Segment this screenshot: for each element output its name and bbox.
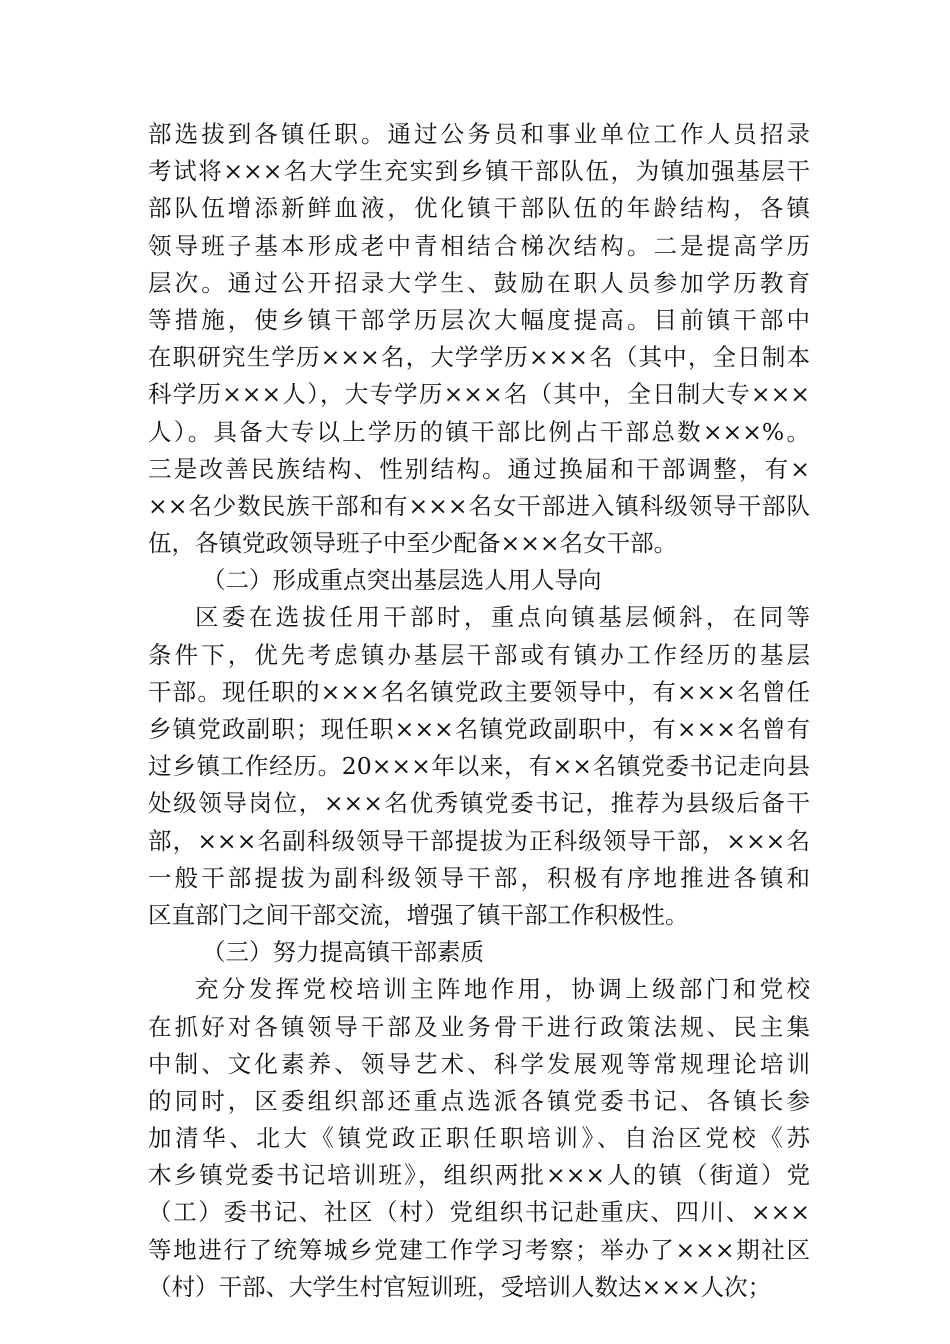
text-line: 层次。通过公开招录大学生、鼓励在职人员参加学历教育: [148, 268, 810, 297]
text-line: 的同时，区委组织部还重点选派各镇党委书记、各镇长参: [148, 1086, 810, 1115]
text-line: 木乡镇党委书记培训班》，组织两批×××人的镇（街道）党: [148, 1161, 810, 1190]
text-line: 在职研究生学历×××名，大学学历×××名（其中，全日制本: [148, 343, 810, 372]
text-line: 部选拔到各镇任职。通过公务员和事业单位工作人员招录: [148, 120, 810, 148]
paragraph-1: [148, 116, 810, 562]
text-line: 一般干部提拔为副科级领导干部，积极有序地推进各镇和: [148, 863, 810, 892]
text-line: 过乡镇工作经历。20×××年以来，有××名镇党委书记走向县: [148, 752, 810, 781]
paragraph-2: [148, 599, 810, 934]
text-line: 干部。现任职的×××名名镇党政主要领导中，有×××名曾任: [148, 677, 810, 706]
text-line: 部队伍增添新鲜血液，优化镇干部队伍的年龄结构，各镇: [148, 194, 810, 223]
text-line: 部，×××名副科级领导干部提拔为正科级领导干部，×××名: [148, 826, 810, 855]
text-line: 等措施，使乡镇干部学历层次大幅度提高。目前镇干部中: [148, 305, 810, 334]
text-line: ××名少数民族干部和有×××名女干部进入镇科级领导干部队: [148, 491, 810, 520]
text-line: 等地进行了统筹城乡党建工作学习考察；举办了×××期社区: [148, 1235, 810, 1264]
section-heading-2: （二）形成重点突出基层选人用人导向: [202, 566, 602, 595]
text-line: 中制、文化素养、领导艺术、科学发展观等常规理论培训: [148, 1049, 810, 1078]
text-line: 考试将×××名大学生充实到乡镇干部队伍，为镇加强基层干: [148, 157, 810, 186]
text-line: 条件下，优先考虑镇办基层干部或有镇办工作经历的基层: [148, 640, 810, 669]
section-heading-3: （三）努力提高镇干部素质: [202, 938, 484, 967]
text-line: 区委在选拔任用干部时，重点向镇基层倾斜，在同等: [195, 603, 810, 632]
text-line: 三是改善民族结构、性别结构。通过换届和干部调整，有×: [148, 454, 810, 483]
text-line: 领导班子基本形成老中青相结合梯次结构。二是提高学历: [148, 231, 810, 260]
text-line: （工）委书记、社区（村）党组织书记赴重庆、四川、×××: [148, 1198, 810, 1227]
text-line: 区直部门之间干部交流，增强了镇干部工作积极性。: [148, 900, 689, 929]
text-line: 处级领导岗位，×××名优秀镇党委书记，推荐为县级后备干: [148, 789, 810, 818]
text-line: 充分发挥党校培训主阵地作用，协调上级部门和党校: [195, 975, 810, 1004]
text-line: 在抓好对各镇领导干部及业务骨干进行政策法规、民主集: [148, 1012, 810, 1041]
text-line: 伍，各镇党政领导班子中至少配备×××名女干部。: [148, 529, 678, 558]
text-line: 科学历×××人），大专学历×××名（其中，全日制大专×××: [148, 380, 810, 409]
paragraph-3: [148, 971, 810, 1306]
text-line: （村）干部、大学生村官短训班，受培训人数达×××人次；: [148, 1272, 772, 1301]
document-page: [148, 116, 810, 1306]
text-line: 人）。具备大专以上学历的镇干部比例占干部总数×××%。: [148, 417, 810, 446]
text-line: 乡镇党政副职；现任职×××名镇党政副职中，有×××名曾有: [148, 715, 810, 743]
text-line: 加清华、北大《镇党政正职任职培训》、自治区党校《苏: [148, 1124, 810, 1153]
